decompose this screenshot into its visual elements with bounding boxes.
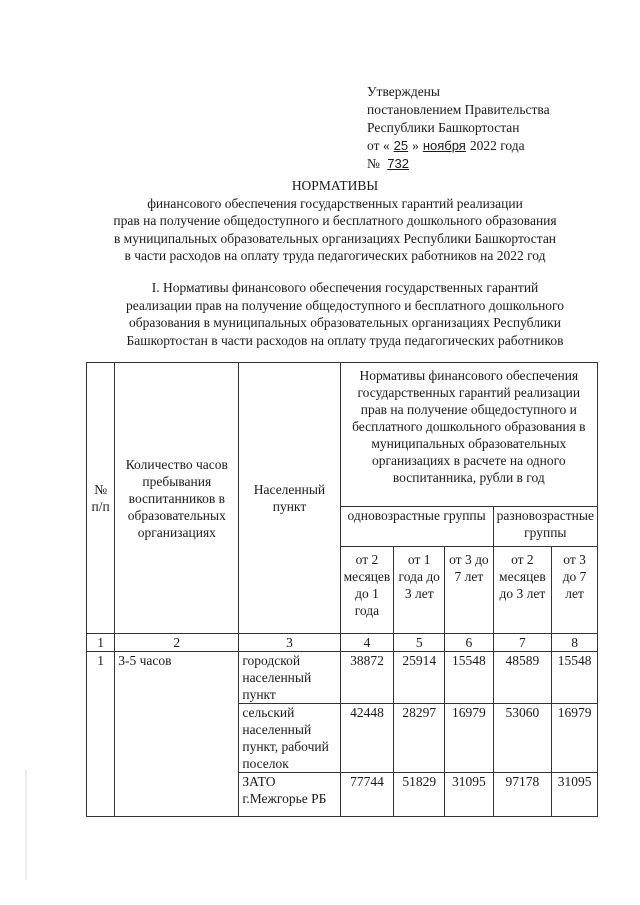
header-same-age-groups: одновозрастные группы xyxy=(340,507,493,547)
header-number: № п/п xyxy=(87,363,115,634)
row-value: 16979 xyxy=(445,704,493,773)
row-value: 31095 xyxy=(552,773,598,817)
header-age-2: от 1 года до 3 лет xyxy=(394,547,445,634)
index-cell: 8 xyxy=(552,634,598,652)
index-cell: 5 xyxy=(394,634,445,652)
header-locality: Населенный пункт xyxy=(239,363,340,634)
row-locality: городской населенный пункт xyxy=(239,652,340,704)
header-age-3: от 3 до 7 лет xyxy=(445,547,493,634)
section-line-3: образования в муниципальных образовательных организациях Республики xyxy=(129,315,561,330)
document-title xyxy=(90,177,580,265)
row-value: 53060 xyxy=(493,704,552,773)
row-value: 97178 xyxy=(493,773,552,817)
date-day: 25 xyxy=(393,138,409,153)
title-line-3: в муниципальных образовательных организациях Республики Башкортостан xyxy=(113,230,557,246)
decree-number: 732 xyxy=(387,156,409,171)
section-line-1: I. Нормативы финансового обеспечения государственных гарантий xyxy=(151,280,539,295)
title-line-1: финансового обеспечения государственных гарантий реализации xyxy=(147,195,523,211)
row-value: 15548 xyxy=(445,652,493,704)
approval-line-1: Утверждены xyxy=(367,84,440,99)
section-heading xyxy=(98,279,592,349)
row-value: 25914 xyxy=(394,652,445,704)
row-value: 48589 xyxy=(493,652,552,704)
title-line-4: в части расходов на оплату труда педагогических работников на 2022 год xyxy=(124,248,546,263)
number-prefix: № xyxy=(367,156,380,171)
scan-edge-mark xyxy=(25,770,27,880)
row-locality: ЗАТО г.Межгорье РБ xyxy=(239,773,340,817)
date-prefix: от « xyxy=(367,138,390,153)
row-value: 28297 xyxy=(394,704,445,773)
approval-line-2: постановлением Правительства xyxy=(367,102,550,117)
approval-line-3: Республики Башкортостан xyxy=(367,120,520,135)
row-value: 38872 xyxy=(340,652,394,704)
header-age-5: от 3 до 7 лет xyxy=(552,547,598,634)
index-cell: 6 xyxy=(445,634,493,652)
header-age-4: от 2 месяцев до 3 лет xyxy=(493,547,552,634)
index-cell: 2 xyxy=(115,634,239,652)
row-locality: сельский населенный пункт, рабочий поселок xyxy=(239,704,340,773)
row-value: 77744 xyxy=(340,773,394,817)
date-year: 2022 года xyxy=(469,138,525,153)
approval-block xyxy=(367,83,617,173)
row-value: 51829 xyxy=(394,773,445,817)
approval-number xyxy=(367,155,617,173)
row-number: 1 xyxy=(87,652,115,817)
title-line-2: прав на получение общедоступного и бесплатного дошкольного образования xyxy=(113,213,557,228)
index-cell: 7 xyxy=(493,634,552,652)
index-cell: 3 xyxy=(239,634,340,652)
index-cell: 1 xyxy=(87,634,115,652)
header-norms: Нормативы финансового обеспечения государственных гарантий реализации прав на получение общедоступного и бесплатного дошкольного образования в муниципальных образовательных организациях в расчете на одного воспитанника, рубли в год xyxy=(340,363,597,507)
row-value: 31095 xyxy=(445,773,493,817)
section-line-4: Башкортостан в части расходов на оплату труда педагогических работников xyxy=(126,332,564,348)
title-heading: НОРМАТИВЫ xyxy=(291,178,379,193)
index-cell: 4 xyxy=(340,634,394,652)
header-mixed-age-groups: разновозрастные группы xyxy=(493,507,597,547)
table-row xyxy=(87,652,598,704)
header-age-1: от 2 месяцев до 1 года xyxy=(340,547,394,634)
section-line-2: реализации прав на получение общедоступного и бесплатного дошкольного xyxy=(125,297,564,313)
approval-date xyxy=(367,137,617,155)
date-month: ноября xyxy=(422,138,466,153)
header-hours: Количество часов пребывания воспитанников в образовательных организациях xyxy=(115,363,239,634)
row-hours: 3-5 часов xyxy=(115,652,239,817)
row-value: 16979 xyxy=(552,704,598,773)
row-value: 42448 xyxy=(340,704,394,773)
date-mid: » xyxy=(412,138,419,153)
row-value: 15548 xyxy=(552,652,598,704)
norms-table xyxy=(86,362,598,817)
